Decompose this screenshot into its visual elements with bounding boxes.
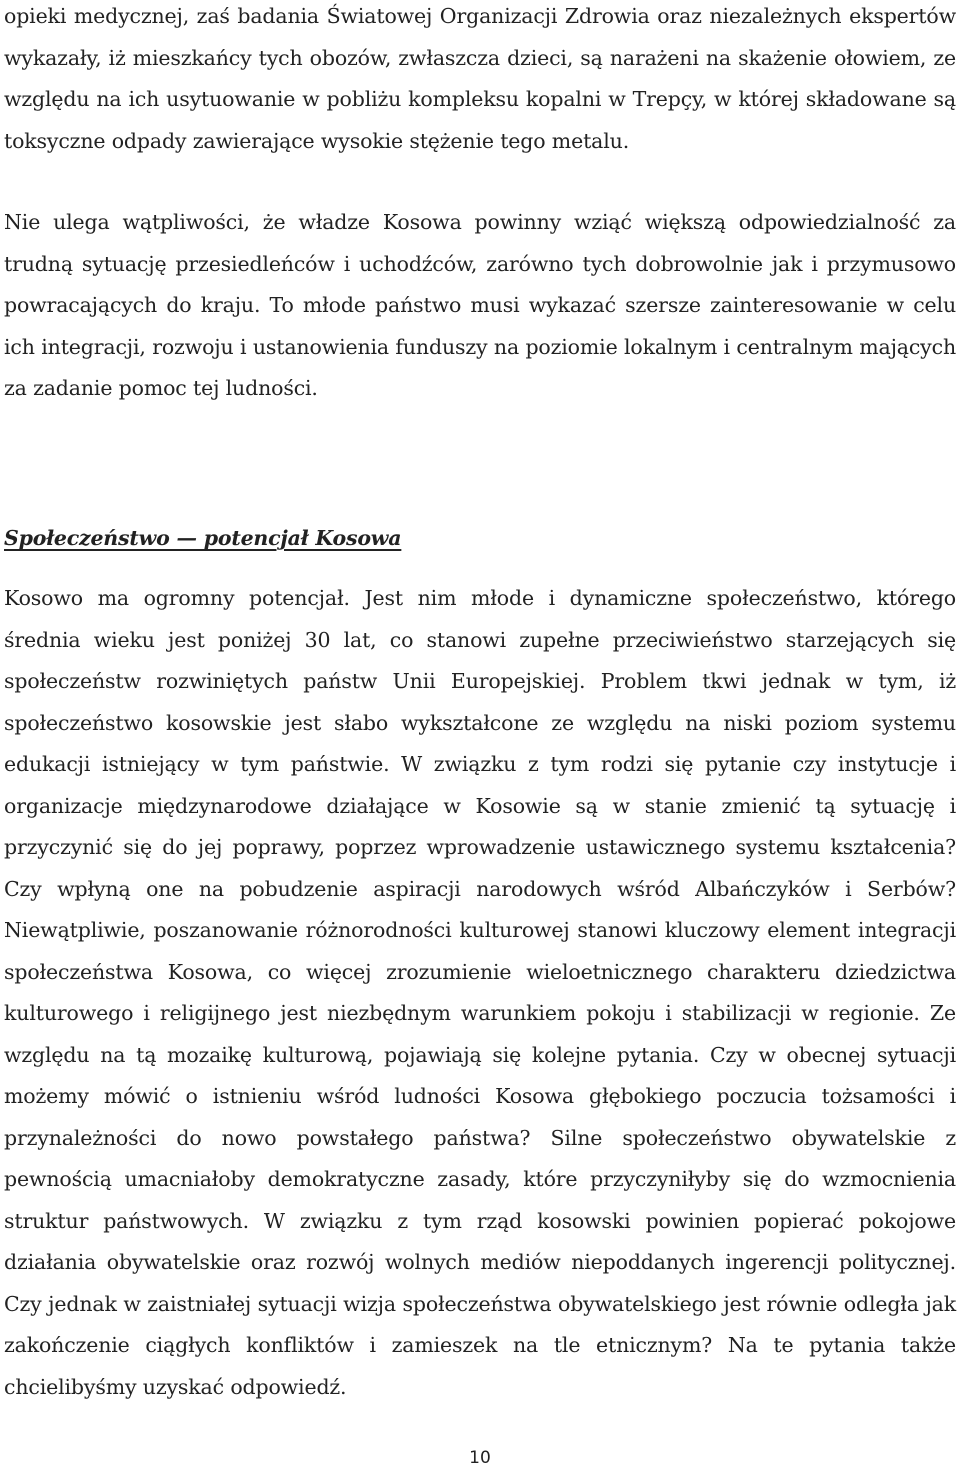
page-number: 10 [469,1448,491,1468]
paragraph-society: Kosowo ma ogromny potencjał. Jest nim młode i dynamiczne społeczeństwo, którego średnia wieku jest poniżej 30 lat, co stanowi zupełne przeciwieństwo starzejących się społeczeństw rozwiniętych państw Unii Europejskiej. Problem tkwi jednak w tym, iż społeczeństwo kosowskie jest słabo wykształcone ze względu na niski poziom systemu edukacji istniejący w tym państwie. W związku z tym rodzi się pytanie czy instytucje i organizacje międzynarodowe działające w Kosowie są w stanie zmienić tą sytuację i przyczynić się do jej poprawy, poprzez wprowadzenie ustawicznego systemu kształcenia? Czy wpłyną one na pobudzenie aspiracji narodowych wśród Albańczyków i Serbów? Niewątpliwie, poszanowanie różnorodności kulturowej stanowi kluczowy element integracji społeczeństwa Kosowa, co więcej zrozumienie wieloetnicznego charakteru dziedzictwa kulturowego i religijnego jest niezbędnym warunkiem pokoju i stabilizacji w regionie. Ze względu na tą mozaikę kulturową, pojawiają się kolejne pytania. Czy w obecnej sytuacji możemy mówić o istnieniu wśród ludności Kosowa głębokiego poczucia tożsamości i przynależności do nowo powstałego państwa? Silne społeczeństwo obywatelskie z pewnością umacniałoby demokratyczne zasady, które przyczyniłyby się do wzmocnienia struktur państwowych. W związku z tym rząd kosowski powinien popierać pokojowe działania obywatelskie oraz rozwój wolnych mediów niepoddanych ingerencji politycznej. Czy jednak w zaistniałej sytuacji wizja społeczeństwa obywatelskiego jest równie odległa jak zakończenie ciągłych konfliktów i zamieszek na tle etnicznym? Na te pytania także chcielibyśmy uzyskać odpowiedź. [4,586,956,1399]
paragraph-intro: opieki medycznej, zaś badania Światowej Organizacji Zdrowia oraz niezależnych ekspertów wykazały, iż mieszkańcy tych obozów, zwłaszcza dzieci, są narażeni na skażenie ołowiem, ze względu na ich usytuowanie w pobliżu kompleksu kopalni w Trepçy, w której składowane są toksyczne odpady zawierające wysokie stężenie tego metalu. [4,4,956,153]
paragraph-authorities: Nie ulega wątpliwości, że władze Kosowa powinny wziąć większą odpowiedzialność za trudną sytuację przesiedleńców i uchodźców, zarówno tych dobrowolnie jak i przymusowo powracających do kraju. To młode państwo musi wykazać szersze zainteresowanie w celu ich integracji, rozwoju i ustanowienia funduszy na poziomie lokalnym i centralnym mających za zadanie pomoc tej ludności. [4,210,956,400]
section-heading: Społeczeństwo — potencjał Kosowa [4,526,402,550]
